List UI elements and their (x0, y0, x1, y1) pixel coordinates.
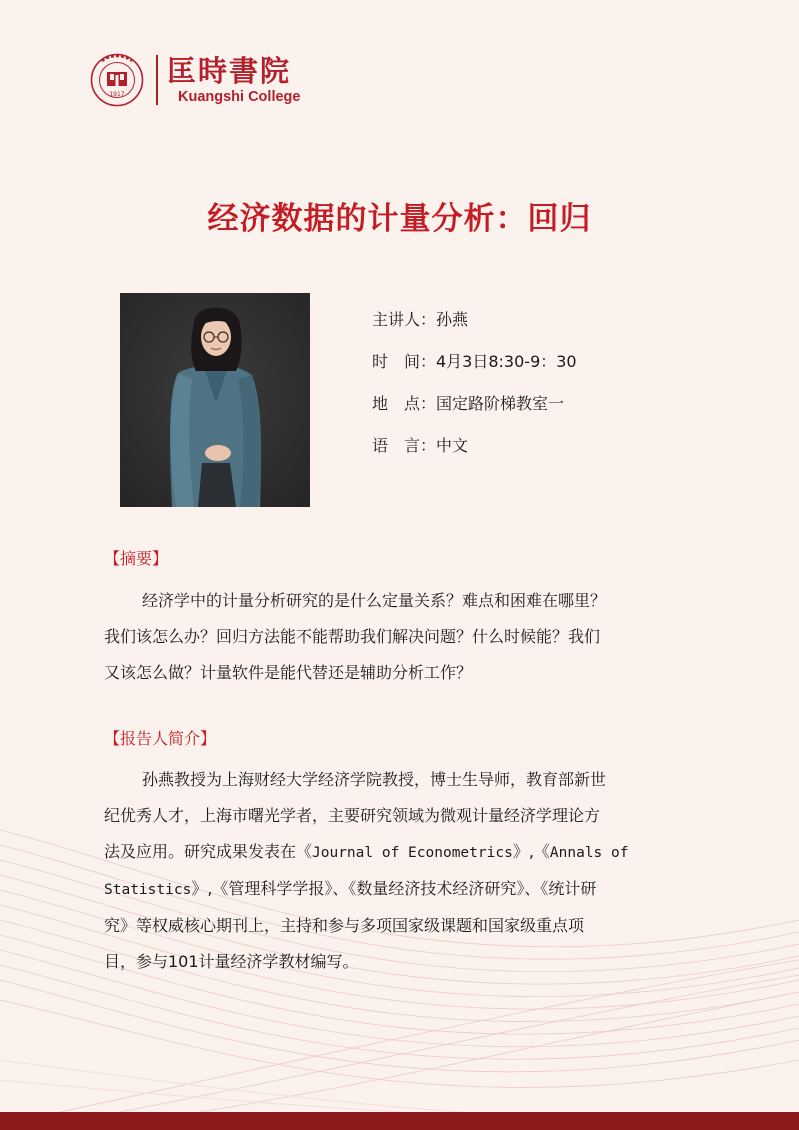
lecture-info (372, 309, 577, 477)
speaker-row: 主讲人：孙燕 (372, 310, 469, 329)
bio-line: 目，参与101计量经济学教材编写。 (104, 952, 359, 971)
bio-text: 法及应用。研究成果发表在《 (104, 842, 313, 861)
abstract-paragraph (104, 583, 698, 691)
bio-text: 》,《管理科学学报》、《数量经济技术经济研究》、《统计研 (191, 879, 597, 898)
bio-text: 》,《 (512, 842, 550, 861)
bio-heading: 【报告人简介】 (104, 729, 217, 748)
college-seal-icon (90, 53, 144, 107)
language-row: 语 言：中文 (372, 436, 469, 455)
time-row: 时 间：4月3日8:30-9：30 (372, 352, 577, 371)
logo-english-name: Kuangshi College (178, 89, 301, 105)
bio-line: 究》等权威核心期刊上，主持和参与多项国家级课题和国家级重点项 (104, 916, 585, 935)
bio-line (104, 871, 698, 908)
logo-chinese-name: 匡時書院 (167, 54, 292, 88)
location-row: 地 点：国定路阶梯教室一 (372, 394, 565, 413)
bio-line: 纪优秀人才，上海市曙光学者，主要研究领域为微观计量经济学理论方 (104, 806, 601, 825)
speaker-portrait-image (120, 293, 310, 507)
logo-divider (156, 55, 158, 105)
speaker-photo (120, 293, 310, 507)
seal-year: 1917 (109, 91, 125, 98)
bio-line (104, 834, 698, 871)
bottom-bar (0, 1112, 799, 1130)
journal-name: Statistics (104, 882, 192, 898)
journal-name: Journal of Econometrics (312, 845, 513, 861)
abstract-heading: 【摘要】 (104, 549, 169, 568)
bio-paragraph (104, 762, 698, 980)
lecture-title: 经济数据的计量分析：回归 (207, 201, 592, 237)
abstract-line: 又该怎么做？计量软件是能代替还是辅助分析工作？ (104, 663, 473, 682)
abstract-line: 我们该怎么办？回归方法能不能帮助我们解决问题？什么时候能？我们 (104, 627, 601, 646)
bio-line: 孙燕教授为上海财经大学经济学院教授，博士生导师，教育部新世 (142, 770, 607, 789)
abstract-line: 经济学中的计量分析研究的是什么定量关系？难点和困难在哪里？ (142, 591, 607, 610)
journal-name: Annals of (549, 845, 629, 861)
